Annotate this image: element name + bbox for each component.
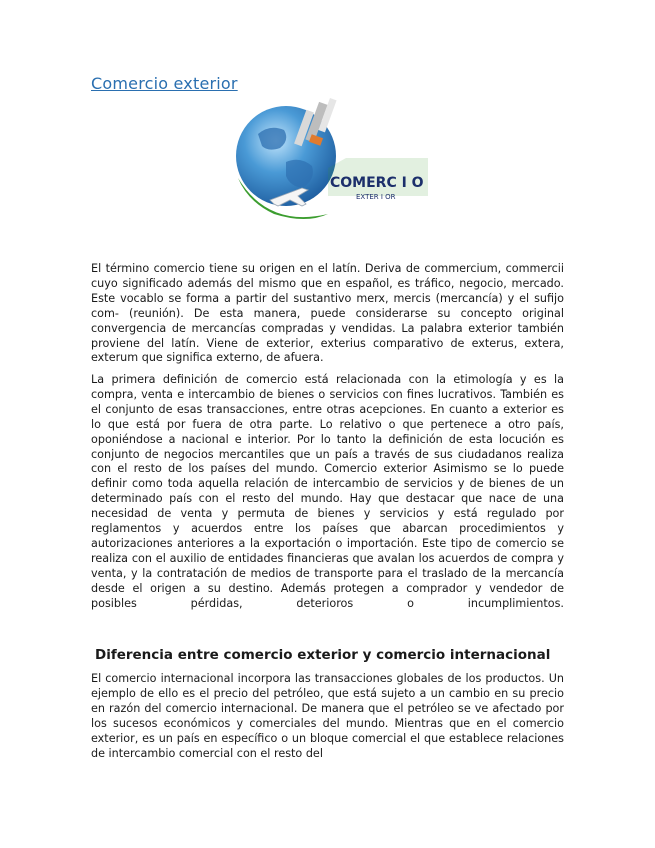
- document-title[interactable]: Comercio exterior: [91, 74, 238, 93]
- comercio-exterior-logo: [228, 96, 428, 226]
- paragraph-2: La primera definición de comercio está relacionada con la etimología y es la compra, venta e intercambio de bienes o servicios con fines lucrativos. También es el conjunto de esas transacciones, entre otras acepciones. En cuanto a exterior es lo que está por fuera de otra parte. Lo relativo o que pertenece a otro país, oponiéndose a nacional e interior. Por lo tanto la definición de esta locución es conjunto de negocios mercantiles que un país a través de sus ciudadanos realiza con el resto de los países del mundo. Comercio exterior Asimismo se lo puede definir como toda aquella relación de intercambio de servicios y de bienes de un determinado país con el resto del mundo. Hay que destacar que nace de una necesidad de venta y permuta de bienes y servicios y está regulado por reglamentos y acuerdos entre los países que abarcan procedimientos y autorizaciones anteriores a la exportación o importación. Este tipo de comercio se realiza con el auxilio de entidades financieras que avalan los acuerdos de compra y venta, y la contratación de medios de transporte para el traslado de la mercancía desde el origen a su destino. Además protegen a comprador y vendedor de posibles pérdidas, deterioros o incumplimientos.: [91, 373, 564, 610]
- logo-sub-text: EXTER I OR: [356, 193, 396, 201]
- section-heading: Diferencia entre comercio exterior y comercio internacional: [95, 647, 551, 663]
- paragraph-3: El comercio internacional incorpora las transacciones globales de los productos. Un ejemplo de ello es el precio del petróleo, que está sujeto a un cambio en su precio en razón del comercio internacional. De manera que el petróleo se ve afectado por los sucesos económicos y comerciales del mundo. Mientras que en el comercio exterior, es un país en específico o un bloque comercial el que establece relaciones de intercambio comercial con el resto del: [91, 672, 564, 760]
- paragraph-1: El término comercio tiene su origen en el latín. Deriva de commercium, commercii cuyo significado además del mismo que en español, es tráfico, negocio, mercado. Este vocablo se forma a partir del sustantivo merx, mercis (mercancía) y el sufijo com- (reunión). De esta manera, puede considerarse su concepto original convergencia de mercancías compradas y vendidas. La palabra exterior también proviene del latín. Viene de exterior, exterius comparativo de exterus, extera, exterum que significa externo, de afuera.: [91, 262, 564, 365]
- logo-main-text: COMERC I O: [330, 175, 424, 191]
